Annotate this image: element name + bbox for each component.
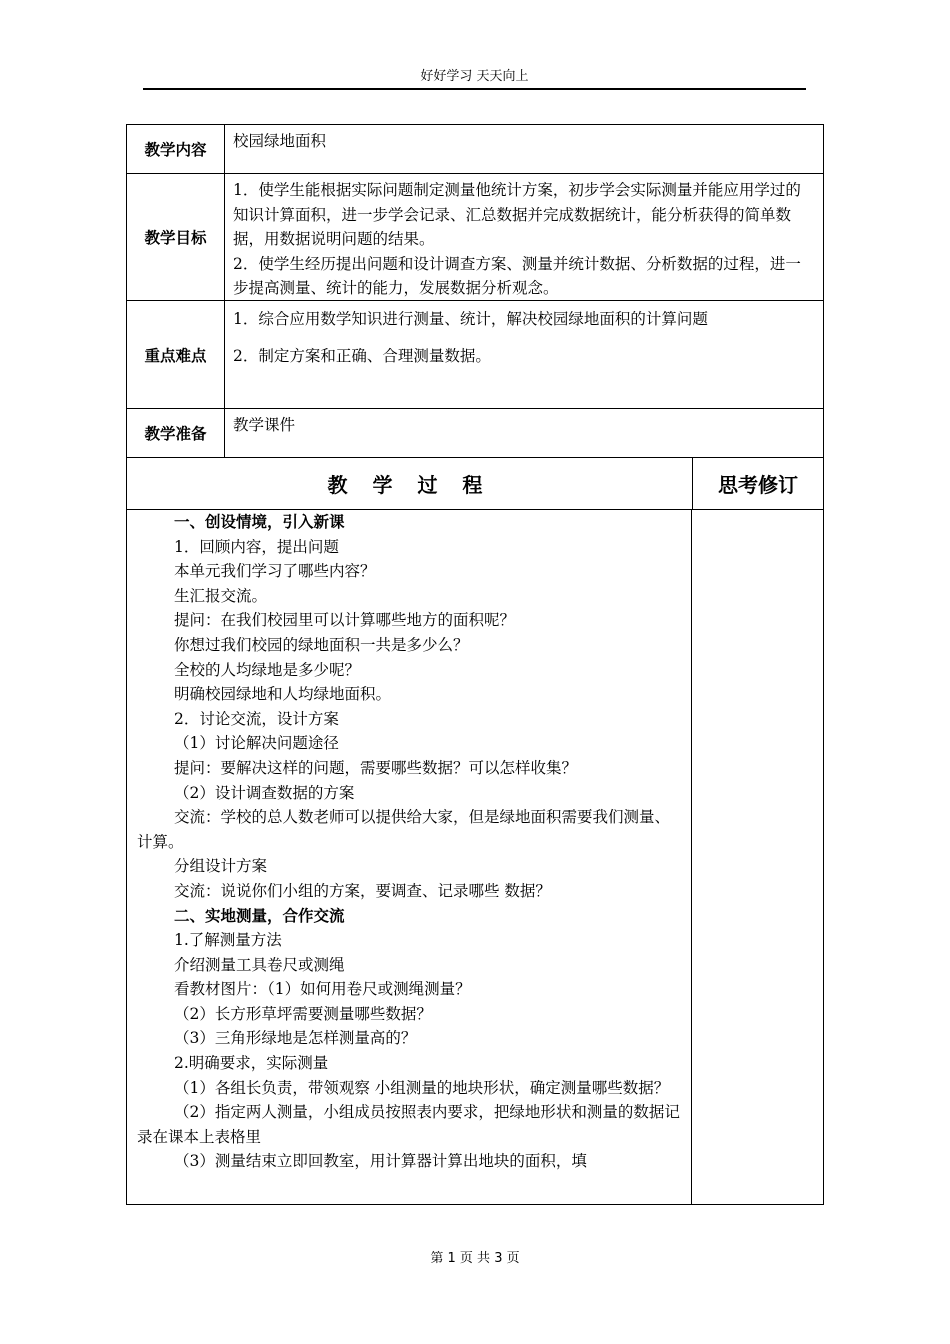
process-line: 1．回顾内容，提出问题 — [174, 537, 339, 556]
section-heading: 二、实地测量，合作交流 — [174, 906, 345, 925]
process-line: 全校的人均绿地是多少呢？ — [174, 660, 361, 679]
row-process-body — [127, 509, 823, 1204]
key-point-2: 2．制定方案和正确、合理测量数据。 — [233, 347, 491, 365]
process-line: 1.了解测量方法 — [174, 931, 282, 950]
page-header: 好好学习 天天向上 — [143, 66, 806, 90]
section-heading: 一、创设情境，引入新课 — [174, 513, 345, 531]
process-line: 2．讨论交流，设计方案 — [174, 709, 339, 728]
row-process-title — [127, 457, 823, 509]
row-teaching-prep — [127, 408, 823, 457]
process-line: 看教材图片：（1）如何用卷尺或测绳测量？ — [174, 980, 471, 999]
process-line: （1）讨论解决问题途径 — [174, 734, 339, 753]
process-line: 你想过我们校园的绿地面积一共是多少么？ — [174, 635, 469, 654]
process-line: 分组设计方案 — [174, 857, 268, 876]
process-line: 提问：要解决这样的问题，需要哪些数据？可以怎样收集？ — [174, 758, 578, 777]
process-line: 介绍测量工具卷尺或测绳 — [174, 955, 345, 974]
process-line: 明确校园绿地和人均绿地面积。 — [174, 685, 392, 704]
process-content — [127, 510, 692, 1204]
value-teaching-goals — [225, 174, 823, 300]
goal-item-2: 2．使学生经历提出问题和设计调查方案、测量并统计数据、分析数据的过程，进一步提高测量、统计的能力，发展数据分析观念。 — [233, 254, 801, 297]
row-teaching-goals — [127, 173, 823, 300]
value-teaching-content: 校园绿地面积 — [233, 132, 327, 150]
label-key-points: 重点难点 — [127, 301, 225, 408]
process-line: （2）指定两人测量，小组成员按照表内要求，把绿地形状和测量的数据记录在课本上表格里 — [137, 1103, 680, 1146]
process-line: （3）三角形绿地是怎样测量高的？ — [174, 1029, 417, 1048]
process-line: （2）长方形草坪需要测量哪些数据？ — [174, 1004, 432, 1023]
revision-title: 思考修订 — [718, 473, 798, 497]
process-line: （2）设计调查数据的方案 — [174, 783, 355, 802]
value-key-points — [225, 301, 823, 408]
process-line: （3）测量结束立即回教室，用计算器计算出地块的面积，填 — [174, 1152, 587, 1171]
process-line: 本单元我们学习了哪些内容？ — [174, 562, 376, 581]
process-line: 提问：在我们校园里可以计算哪些地方的面积呢？ — [174, 611, 516, 630]
label-teaching-content: 教学内容 — [127, 125, 225, 173]
lesson-plan-table — [126, 124, 824, 1205]
label-teaching-prep: 教学准备 — [127, 409, 225, 457]
label-teaching-goals: 教学目标 — [127, 174, 225, 300]
process-line: （1）各组长负责，带领观察 小组测量的地块形状，确定测量哪些数据？ — [174, 1078, 670, 1097]
row-teaching-content — [127, 125, 823, 173]
goal-item-1: 1．使学生能根据实际问题制定测量他统计方案，初步学会实际测量并能应用学过的知识计算面积，进一步学会记录、汇总数据并完成数据统计，能分析获得的简单数据，用数据说明问题的结果。 — [233, 181, 801, 248]
process-title: 教 学 过 程 — [127, 458, 693, 509]
key-point-1: 1．综合应用数学知识进行测量、统计，解决校园绿地面积的计算问题 — [233, 310, 708, 328]
process-line: 交流：说说你们小组的方案，要调查、记录哪些 数据？ — [174, 881, 551, 900]
process-line: 生汇报交流。 — [174, 586, 268, 605]
page-footer: 第 1 页 共 3 页 — [430, 1251, 520, 1266]
process-line: 2.明确要求，实际测量 — [174, 1054, 329, 1073]
value-teaching-prep: 教学课件 — [233, 416, 296, 434]
process-line: 交流：学校的总人数老师可以提供给大家，但是绿地面积需要我们测量、计算。 — [137, 808, 671, 851]
row-key-points — [127, 300, 823, 408]
